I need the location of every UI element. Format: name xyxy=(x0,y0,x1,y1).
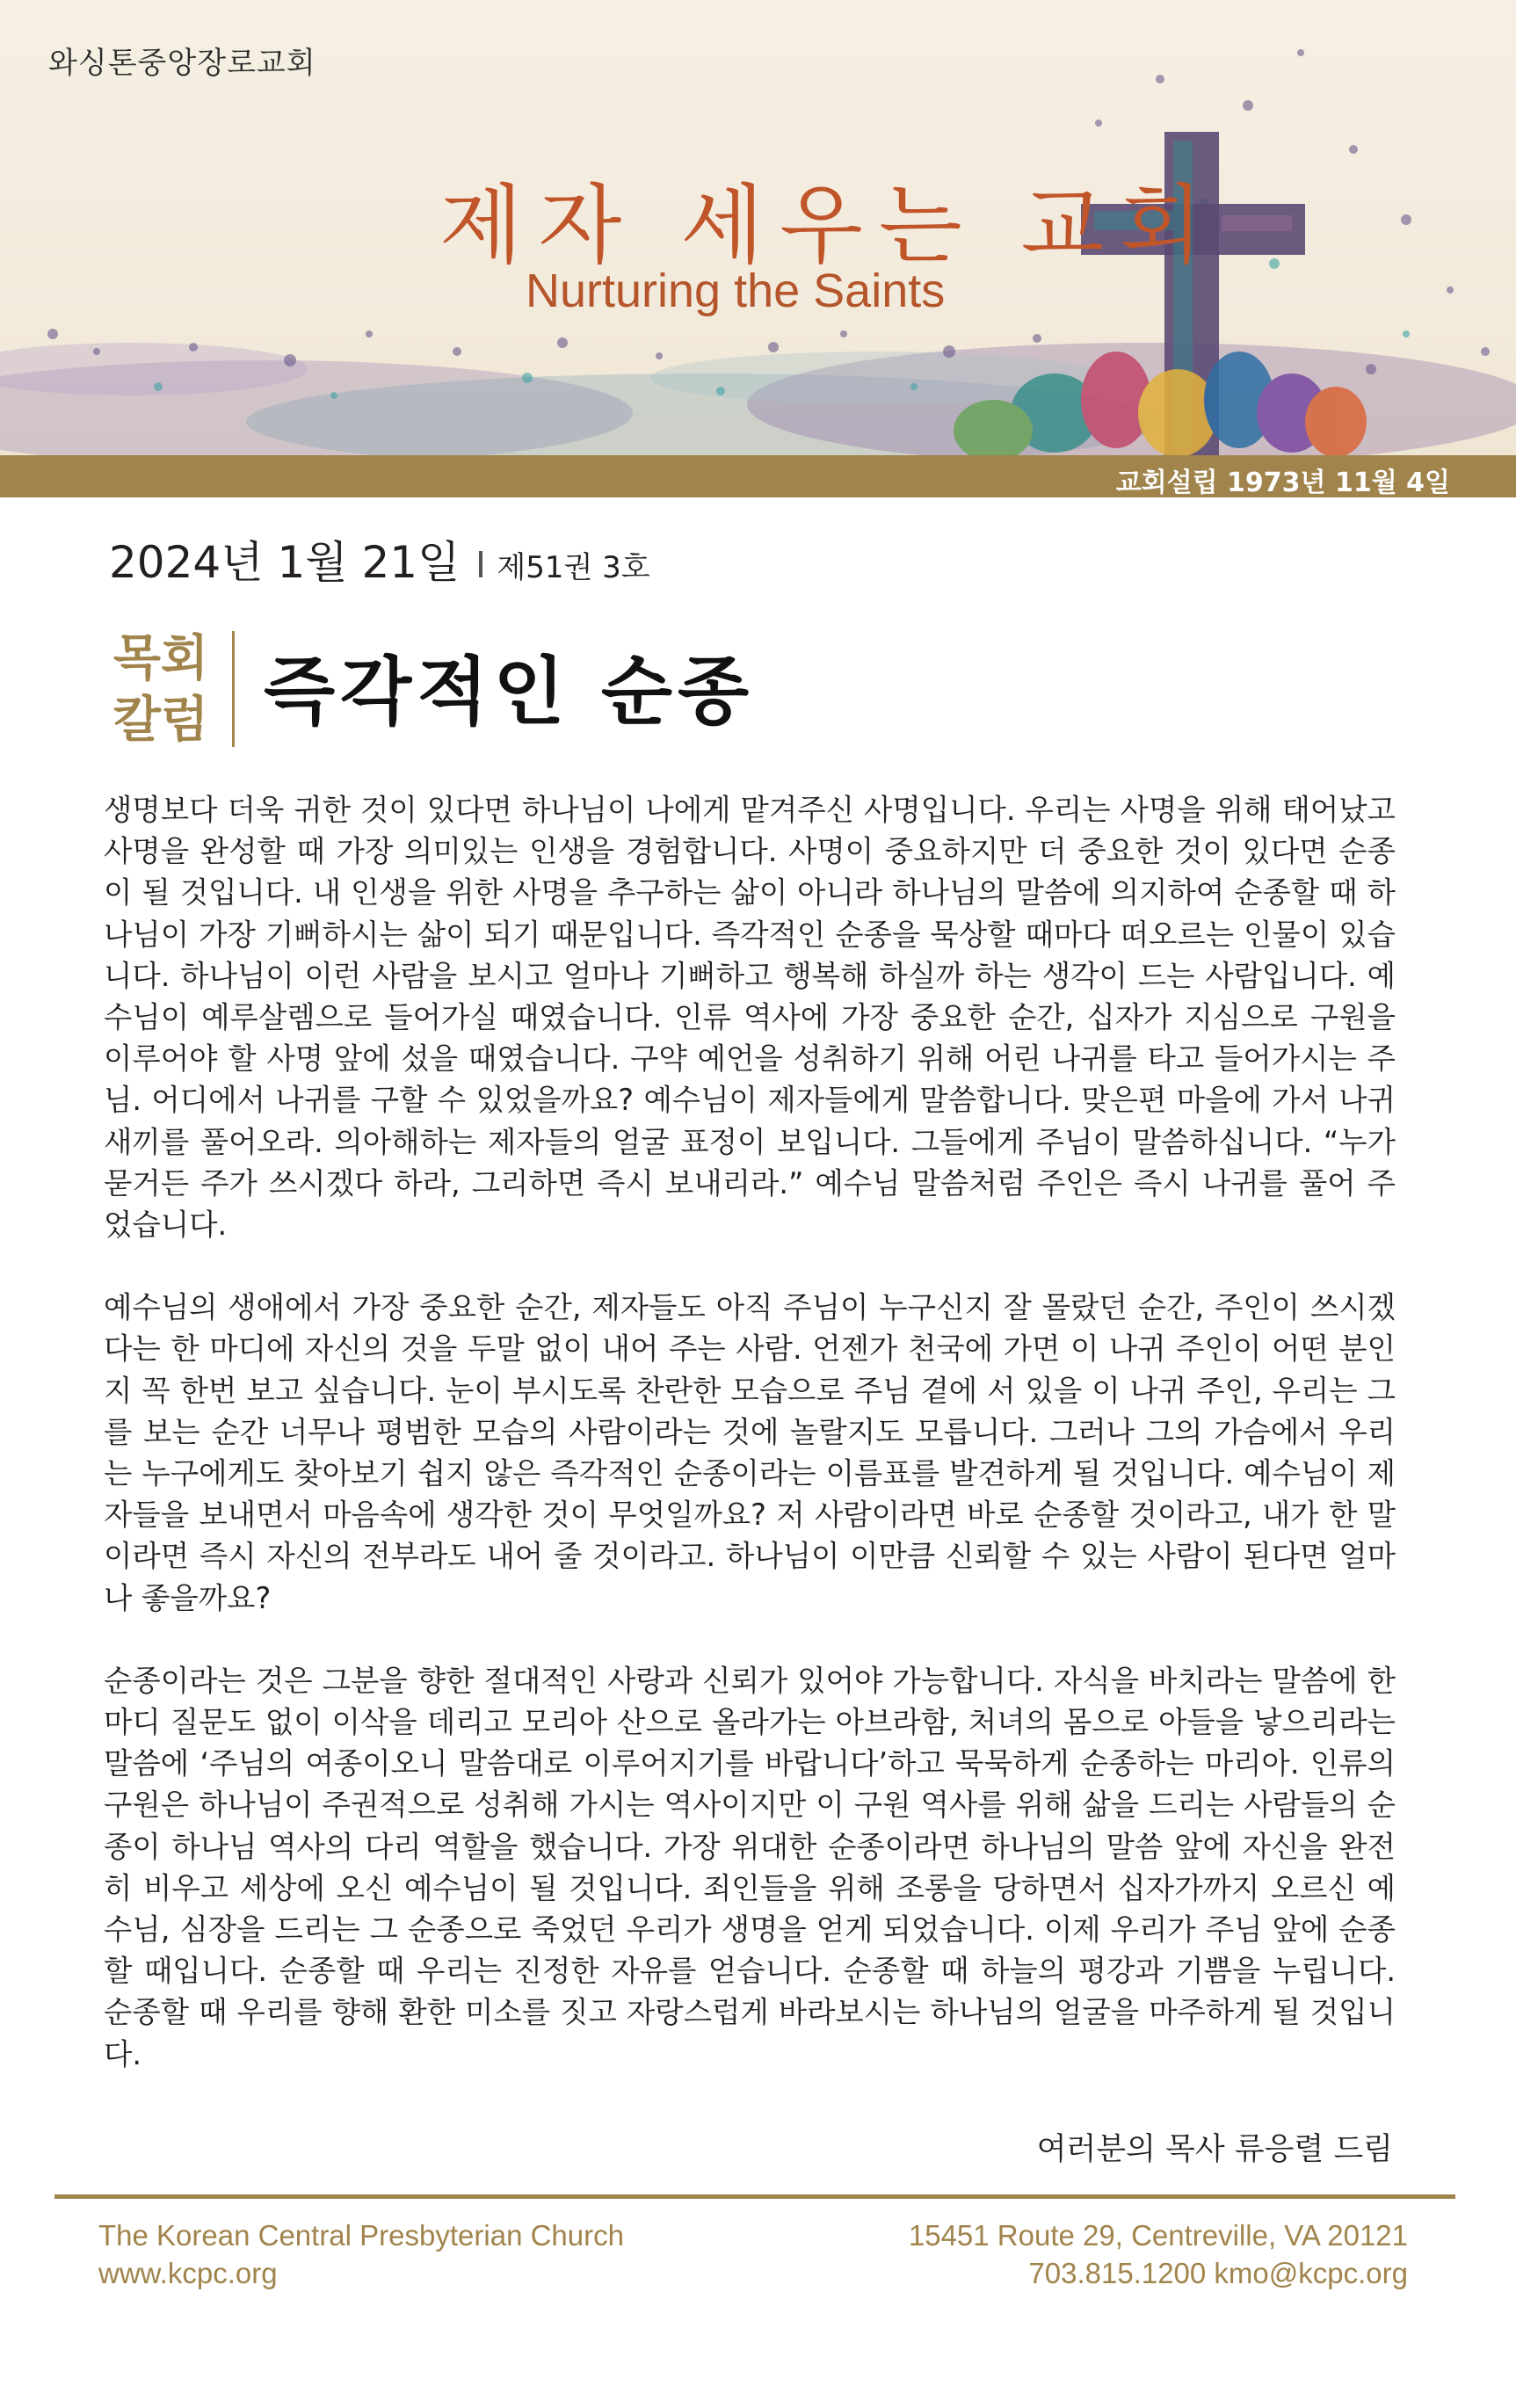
body-paragraph-2: 예수님의 생애에서 가장 중요한 순간, 제자들도 아직 주님이 누구신지 잘 몰랐던 순간, 주인이 쓰시겠다는 한 마디에 자신의 것을 두말 없이 내어 주는 사람. 언젠가 천국에 가면 이 나귀 주인이 어떤 분인지 꼭 한번 보고 싶습니다. 눈이 부시도록 찬란한 모습으로 주님 곁에 서 있을 이 나귀 주인, 우리는 그를 보는 순간 너무나 평범한 모습의 사람이라는 것에 놀랄지도 모릅니다. 그러나 그의 가슴에서 우리는 누구에게도 찾아보기 쉽지 않은 즉각적인 순종이라는 이름표를 발견하게 될 것입니다. 예수님이 제자들을 보내면서 마음속에 생각한 것이 무엇일까요? 저 사람이라면 바로 순종할 것이라고, 내가 한 말이라면 즉시 자신의 전부라도 내어 줄 것이라고. 하나님이 이만큼 신뢰할 수 있는 사람이 된다면 얼마나 좋을까요? xyxy=(104,1290,1396,1615)
footer-address: 15451 Route 29, Centreville, VA 20121 xyxy=(908,2219,1408,2252)
footer-website-link[interactable]: www.kcpc.org xyxy=(98,2257,278,2289)
column-label xyxy=(104,628,218,751)
church-name: 와싱톤중앙장로교회 xyxy=(48,46,316,81)
footer-church-name: The Korean Central Presbyterian Church xyxy=(98,2219,624,2252)
pastor-signature: 여러분의 목사 류응렬 드림 xyxy=(1036,2132,1393,2167)
banner-title-korean: 제자 세우는 교회 xyxy=(439,176,1219,276)
dateline-separator xyxy=(479,551,482,577)
footer-right xyxy=(909,2216,1408,2292)
footer-rule xyxy=(54,2194,1455,2199)
body-paragraph-3: 순종이라는 것은 그분을 향한 절대적인 사랑과 신뢰가 있어야 가능합니다. 자식을 바치라는 말씀에 한 마디 질문도 없이 이삭을 데리고 모리아 산으로 올라가는 아브라함, 처녀의 몸으로 아들을 낳으리라는 말씀에 ‘주님의 여종이오니 말씀대로 이루어지기를 바랍니다’하고 묵묵하게 순종하는 마리아. 인류의 구원은 하나님이 주권적으로 성취해 가시는 역사이지만 이 구원 역사를 위해 삶을 드리는 사람들의 순종이 하나님 역사의 다리 역할을 했습니다. 가장 위대한 순종이라면 하나님의 말씀 앞에 자신을 완전히 비우고 세상에 오신 예수님이 될 것입니다. 죄인들을 위해 조롱을 당하면서 십자가까지 오르신 예수님, 심장을 드리는 그 순종으로 죽었던 우리가 생명을 얻게 되었습니다. 이제 우리가 주님 앞에 순종할 때입니다. 순종할 때 우리는 진정한 자유를 얻습니다. 순종할 때 하늘의 평강과 기쁨을 누립니다. 순종할 때 우리를 향해 환한 미소를 짓고 자랑스럽게 바라보시는 하나님의 얼굴을 마주하게 될 것입니다. xyxy=(104,1663,1396,2071)
footer-left xyxy=(98,2216,624,2292)
body-paragraph-1: 생명보다 더욱 귀한 것이 있다면 하나님이 나에게 맡겨주신 사명입니다. 우리는 사명을 위해 태어났고 사명을 완성할 때 가장 의미있는 인생을 경험합니다. 사명이 중요하지만 더 중요한 것이 있다면 순종이 될 것입니다. 내 인생을 위한 사명을 추구하는 삶이 아니라 하나님의 말씀에 의지하여 순종할 때 하나님이 가장 기뻐하시는 삶이 되기 때문입니다. 즉각적인 순종을 묵상할 때마다 떠오르는 인물이 있습니다. 하나님이 이런 사람을 보시고 얼마나 기뻐하고 행복해 하실까 하는 생각이 드는 사람입니다. 예수님이 예루살렘으로 들어가실 때였습니다. 인류 역사에 가장 중요한 순간, 십자가 지심으로 구원을 이루어야 할 사명 앞에 섰을 때였습니다. 구약 예언을 성취하기 위해 어린 나귀를 타고 들어가시는 주님. 어디에서 나귀를 구할 수 있었을까요? 예수님이 제자들에게 말씀합니다. 맞은편 마을에 가서 나귀 새끼를 풀어오라. 의아해하는 제자들의 얼굴 표정이 보입니다. 그들에게 주님이 말씀하십니다. “누가 묻거든 주가 쓰시겠다 하라, 그리하면 즉시 보내리라.” 예수님 말씀처럼 주인은 즉시 나귀를 풀어 주었습니다. xyxy=(104,793,1396,1243)
column-label-line2: 칼럼 xyxy=(112,692,209,749)
column-title: 즉각적인 순종 xyxy=(264,648,755,735)
column-divider xyxy=(232,631,235,747)
issue-date: 2024년 1월 21일 xyxy=(109,537,461,588)
column-body xyxy=(104,789,1396,2116)
column-label-line1: 목회 xyxy=(112,630,209,687)
founded-date: 교회설립 1973년 11월 4일 xyxy=(1115,468,1450,498)
issue-volume: 제51권 3호 xyxy=(497,550,650,585)
banner-title-english: Nurturing the Saints xyxy=(526,265,946,317)
footer-contact[interactable]: 703.815.1200 kmo@kcpc.org xyxy=(1028,2257,1408,2289)
issue-dateline xyxy=(109,527,650,591)
header-banner xyxy=(0,0,1516,455)
